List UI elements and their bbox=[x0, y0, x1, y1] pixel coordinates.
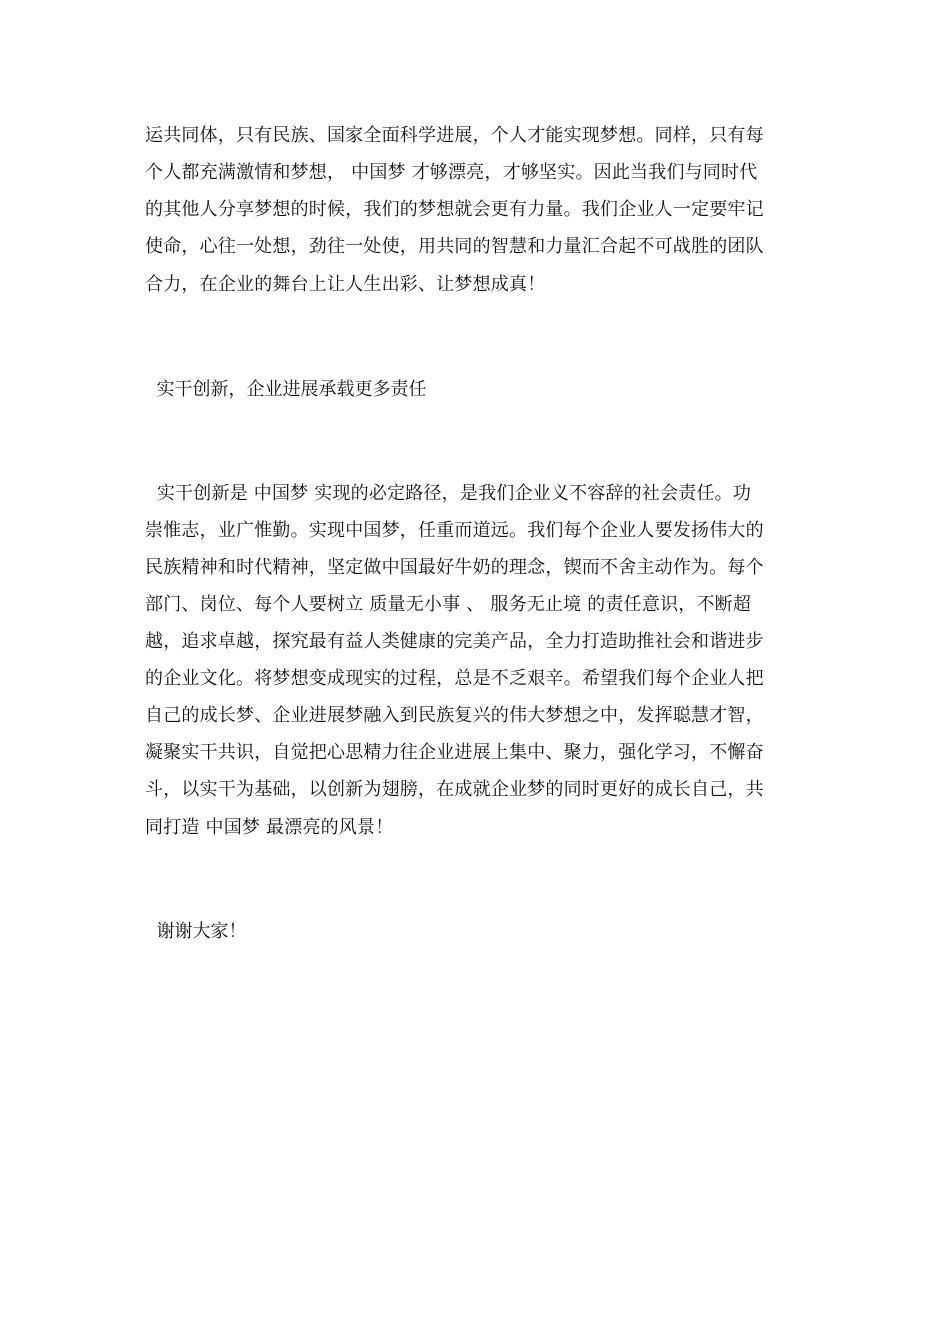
paragraph-2-line-6: 的企业文化。将梦想变成现实的过程，总是不乏艰辛。希望我们每个企业人把 bbox=[145, 668, 764, 689]
paragraph-1-line-5: 合力，在企业的舞台上让人生出彩、让梦想成真！ bbox=[145, 274, 546, 295]
paragraph-1-line-4: 使命，心往一处想，劲往一处使，用共同的智慧和力量汇合起不可战胜的团队 bbox=[145, 236, 764, 257]
paragraph-2-line-1: 实干创新是 中国梦 实现的必定路径，是我们企业义不容辞的社会责任。功 bbox=[145, 483, 752, 504]
paragraph-1-line-1: 运共同体，只有民族、国家全面科学进展，个人才能实现梦想。同样，只有每 bbox=[145, 125, 764, 146]
paragraph-2-line-10: 同打造 中国梦 最漂亮的风景！ bbox=[145, 817, 394, 838]
paragraph-2-line-8: 凝聚实干共识，自觉把心思精力往企业进展上集中、聚力，强化学习，不懈奋 bbox=[145, 742, 764, 763]
paragraph-1-line-2: 个人都充满激情和梦想， 中国梦 才够漂亮，才够坚实。因此当我们与同时代 bbox=[145, 162, 758, 183]
section-heading: 实干创新，企业进展承载更多责任 bbox=[145, 379, 427, 400]
paragraph-2-line-9: 斗，以实干为基础，以创新为翅膀，在成就企业梦的同时更好的成长自己，共 bbox=[145, 779, 764, 800]
paragraph-2-line-3: 民族精神和时代精神，坚定做中国最好牛奶的理念，锲而不舍主动作为。每个 bbox=[145, 557, 764, 578]
paragraph-2-line-5: 越，追求卓越，探究最有益人类健康的完美产品，全力打造助推社会和谐进步 bbox=[145, 631, 764, 652]
paragraph-2-line-4: 部门、岗位、每个人要树立 质量无小事 、 服务无止境 的责任意识，不断超 bbox=[145, 594, 752, 615]
paragraph-1-line-3: 的其他人分享梦想的时候，我们的梦想就会更有力量。我们企业人一定要牢记 bbox=[145, 199, 764, 220]
closing-remark: 谢谢大家！ bbox=[145, 921, 247, 942]
paragraph-2-line-2: 崇惟志，业广惟勤。实现中国梦，任重而道远。我们每个企业人要发扬伟大的 bbox=[145, 520, 764, 541]
paragraph-2-line-7: 自己的成长梦、企业进展梦融入到民族复兴的伟大梦想之中，发挥聪慧才智， bbox=[145, 705, 764, 726]
